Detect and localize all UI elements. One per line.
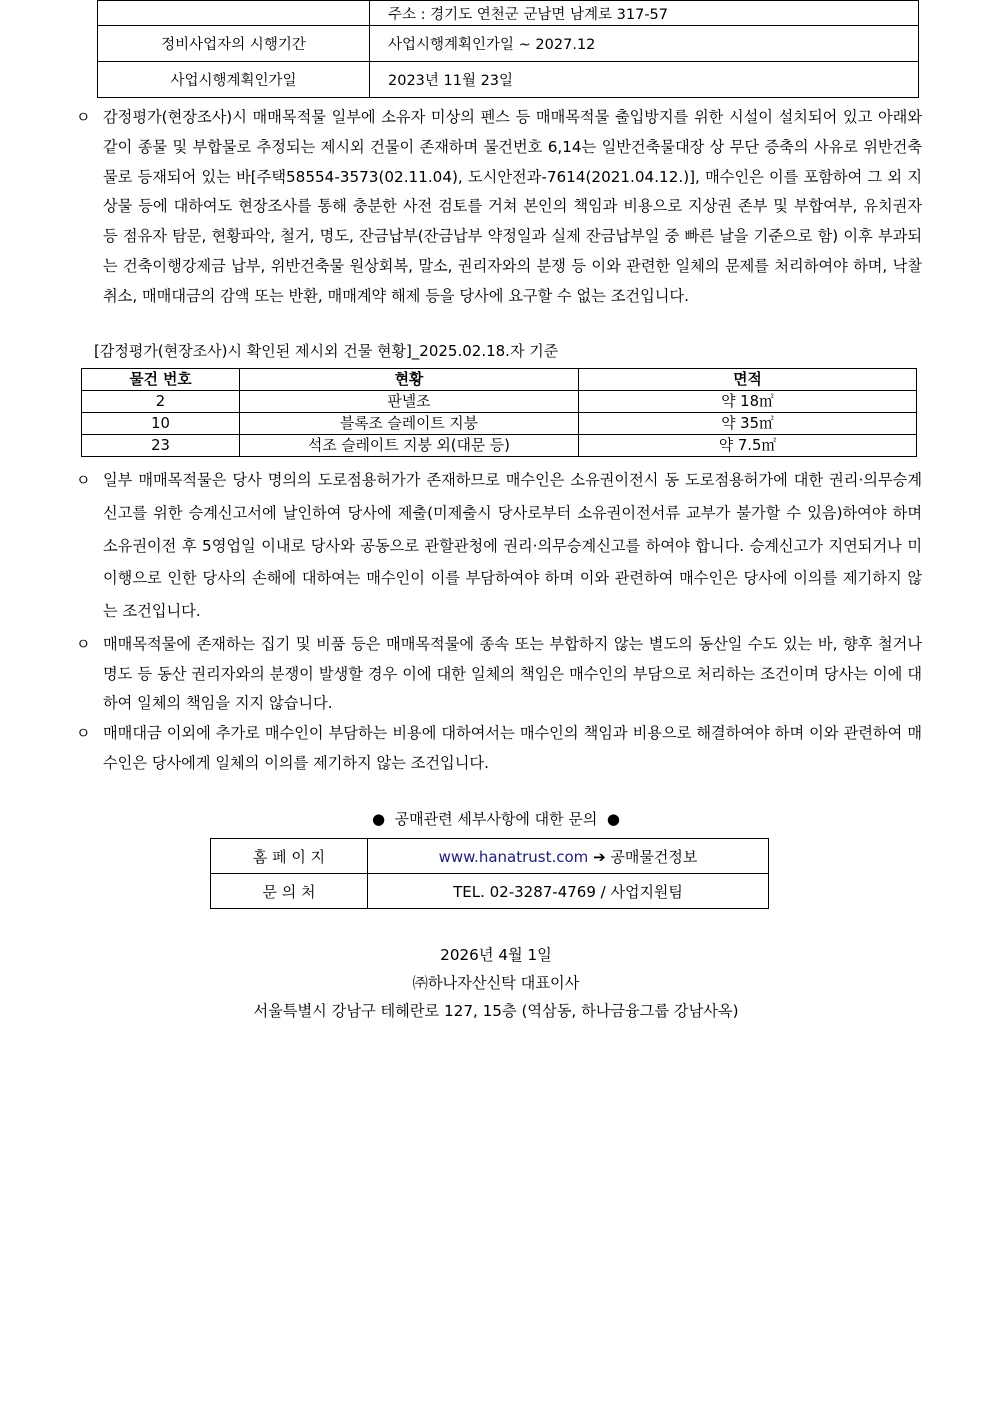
table-cell: 약 18㎡ <box>579 391 917 413</box>
inquiry-title-text: 공매관련 세부사항에 대한 문의 <box>394 810 598 828</box>
table-row <box>82 391 917 413</box>
table-cell: 2 <box>82 391 240 413</box>
table-cell: 석조 슬레이트 지붕 외(대문 등) <box>240 435 579 457</box>
table-cell: 판넬조 <box>240 391 579 413</box>
notice-paragraph <box>76 464 922 628</box>
table-caption: [감정평가(현장조사)시 확인된 제시외 건물 현황]_2025.02.18.자 기준 <box>94 342 559 360</box>
bullet-mark: ㅇ <box>76 724 91 742</box>
column-header: 물건 번호 <box>82 369 240 391</box>
notice-paragraph <box>76 103 922 312</box>
table-value: 사업시행계획인가일 ~ 2027.12 <box>370 26 919 62</box>
project-info-table <box>97 0 919 98</box>
arrow-right-icon: ➔ <box>593 847 606 866</box>
issue-date: 2026년 4월 1일 <box>440 946 552 964</box>
company-name: ㈜하나자산신탁 대표이사 <box>412 974 580 992</box>
table-cell: 23 <box>82 435 240 457</box>
homepage-suffix: 공매물건정보 <box>610 847 698 866</box>
notice-paragraph <box>76 630 922 719</box>
homepage-label: 홈 페 이 지 <box>211 839 368 874</box>
notice-paragraph <box>76 718 922 778</box>
notice-text: 일부 매매목적물은 당사 명의의 도로점용허가가 존재하므로 매수인은 소유권이전시 동 도로점용허가에 대한 권리·의무승계신고를 위한 승계신고서에 날인하여 당사에 제출(미제출시 당사로부터 소유권이전서류 교부가 불가할 수 있음)하여야 하며 소유권이전 후 5영업일 이내로 당사와 공동으로 관할관청에 권리·의무승계신고를 하여야 합니다. 승계신고가 지연되거나 미이행으로 인한 당사의 손해에 대하여는 매수인이 이를 부담하여야 하며 이와 관련하여 매수인은 당사에 이의를 제기하지 않는 조건입니다. <box>103 471 922 621</box>
inquiry-title <box>0 808 992 829</box>
table-value: 2023년 11월 23일 <box>370 62 919 98</box>
company-address: 서울특별시 강남구 테헤란로 127, 15층 (역삼동, 하나금융그룹 강남사옥) <box>253 1002 739 1020</box>
extra-buildings-table <box>81 368 917 457</box>
bullet-mark: ㅇ <box>76 108 91 126</box>
address-value: 주소 : 경기도 연천군 군남면 남계로 317-57 <box>370 1 919 26</box>
column-header: 현황 <box>240 369 579 391</box>
table-cell: 블록조 슬레이트 지붕 <box>240 413 579 435</box>
column-header: 면적 <box>579 369 917 391</box>
table-label: 사업시행계획인가일 <box>98 62 370 98</box>
table-row <box>82 413 917 435</box>
table-cell: 10 <box>82 413 240 435</box>
notice-text: 매매대금 이외에 추가로 매수인이 부담하는 비용에 대하여서는 매수인의 책임과 비용으로 해결하여야 하며 이와 관련하여 매수인은 당사에게 일체의 이의를 제기하지 않는 조건입니다. <box>103 724 922 772</box>
contact-value: TEL. 02-3287-4769 / 사업지원팀 <box>368 874 769 909</box>
table-label: 정비사업자의 시행기간 <box>98 26 370 62</box>
homepage-value <box>368 839 769 874</box>
notice-text: 매매목적물에 존재하는 집기 및 비품 등은 매매목적물에 종속 또는 부합하지 않는 별도의 동산일 수도 있는 바, 향후 철거나 명도 등 동산 권리자와의 분쟁이 발생할 경우 이에 대한 일체의 책임은 매수인의 부담으로 처리하는 조건이며 당사는 이에 대하여 일체의 책임을 지지 않습니다. <box>103 635 922 712</box>
table-row <box>82 435 917 457</box>
bullet-dot-icon: ● <box>372 810 386 828</box>
contact-table <box>210 838 769 909</box>
notice-text: 감정평가(현장조사)시 매매목적물 일부에 소유자 미상의 펜스 등 매매목적물 출입방지를 위한 시설이 설치되어 있고 아래와 같이 종물 및 부합물로 추정되는 제시외 건물이 존재하며 물건번호 6,14는 일반건축물대장 상 무단 증축의 사유로 위반건축물로 등재되어 있는 바[주택58554-3573(02.11.04), 도시안전과-7614(2021.04.12.)], 매수인은 이를 포함하여 그 외 지상물 등에 대하여도 현장조사를 통해 충분한 사전 검토를 거쳐 본인의 책임과 비용으로 지상권 존부 및 부합여부, 유치권자 등 점유자 탐문, 현황파악, 철거, 명도, 잔금납부(잔금납부 약정일과 실제 잔금납부일 중 빠른 날을 기준으로 함) 이후 부과되는 건축이행강제금 납부, 위반건축물 원상회복, 말소, 권리자와의 분쟁 등 이와 관련한 일체의 문제를 처리하여야 하며, 낙찰취소, 매매대금의 감액 또는 반환, 매매계약 해제 등을 당사에 요구할 수 없는 조건입니다. <box>103 108 922 305</box>
contact-label: 문 의 처 <box>211 874 368 909</box>
homepage-link[interactable]: www.hanatrust.com <box>438 847 589 866</box>
table-cell-empty <box>98 1 370 26</box>
table-cell: 약 7.5㎡ <box>579 435 917 457</box>
bullet-mark: ㅇ <box>76 635 91 653</box>
bullet-dot-icon: ● <box>606 810 620 828</box>
table-cell: 약 35㎡ <box>579 413 917 435</box>
bullet-mark: ㅇ <box>76 471 91 489</box>
